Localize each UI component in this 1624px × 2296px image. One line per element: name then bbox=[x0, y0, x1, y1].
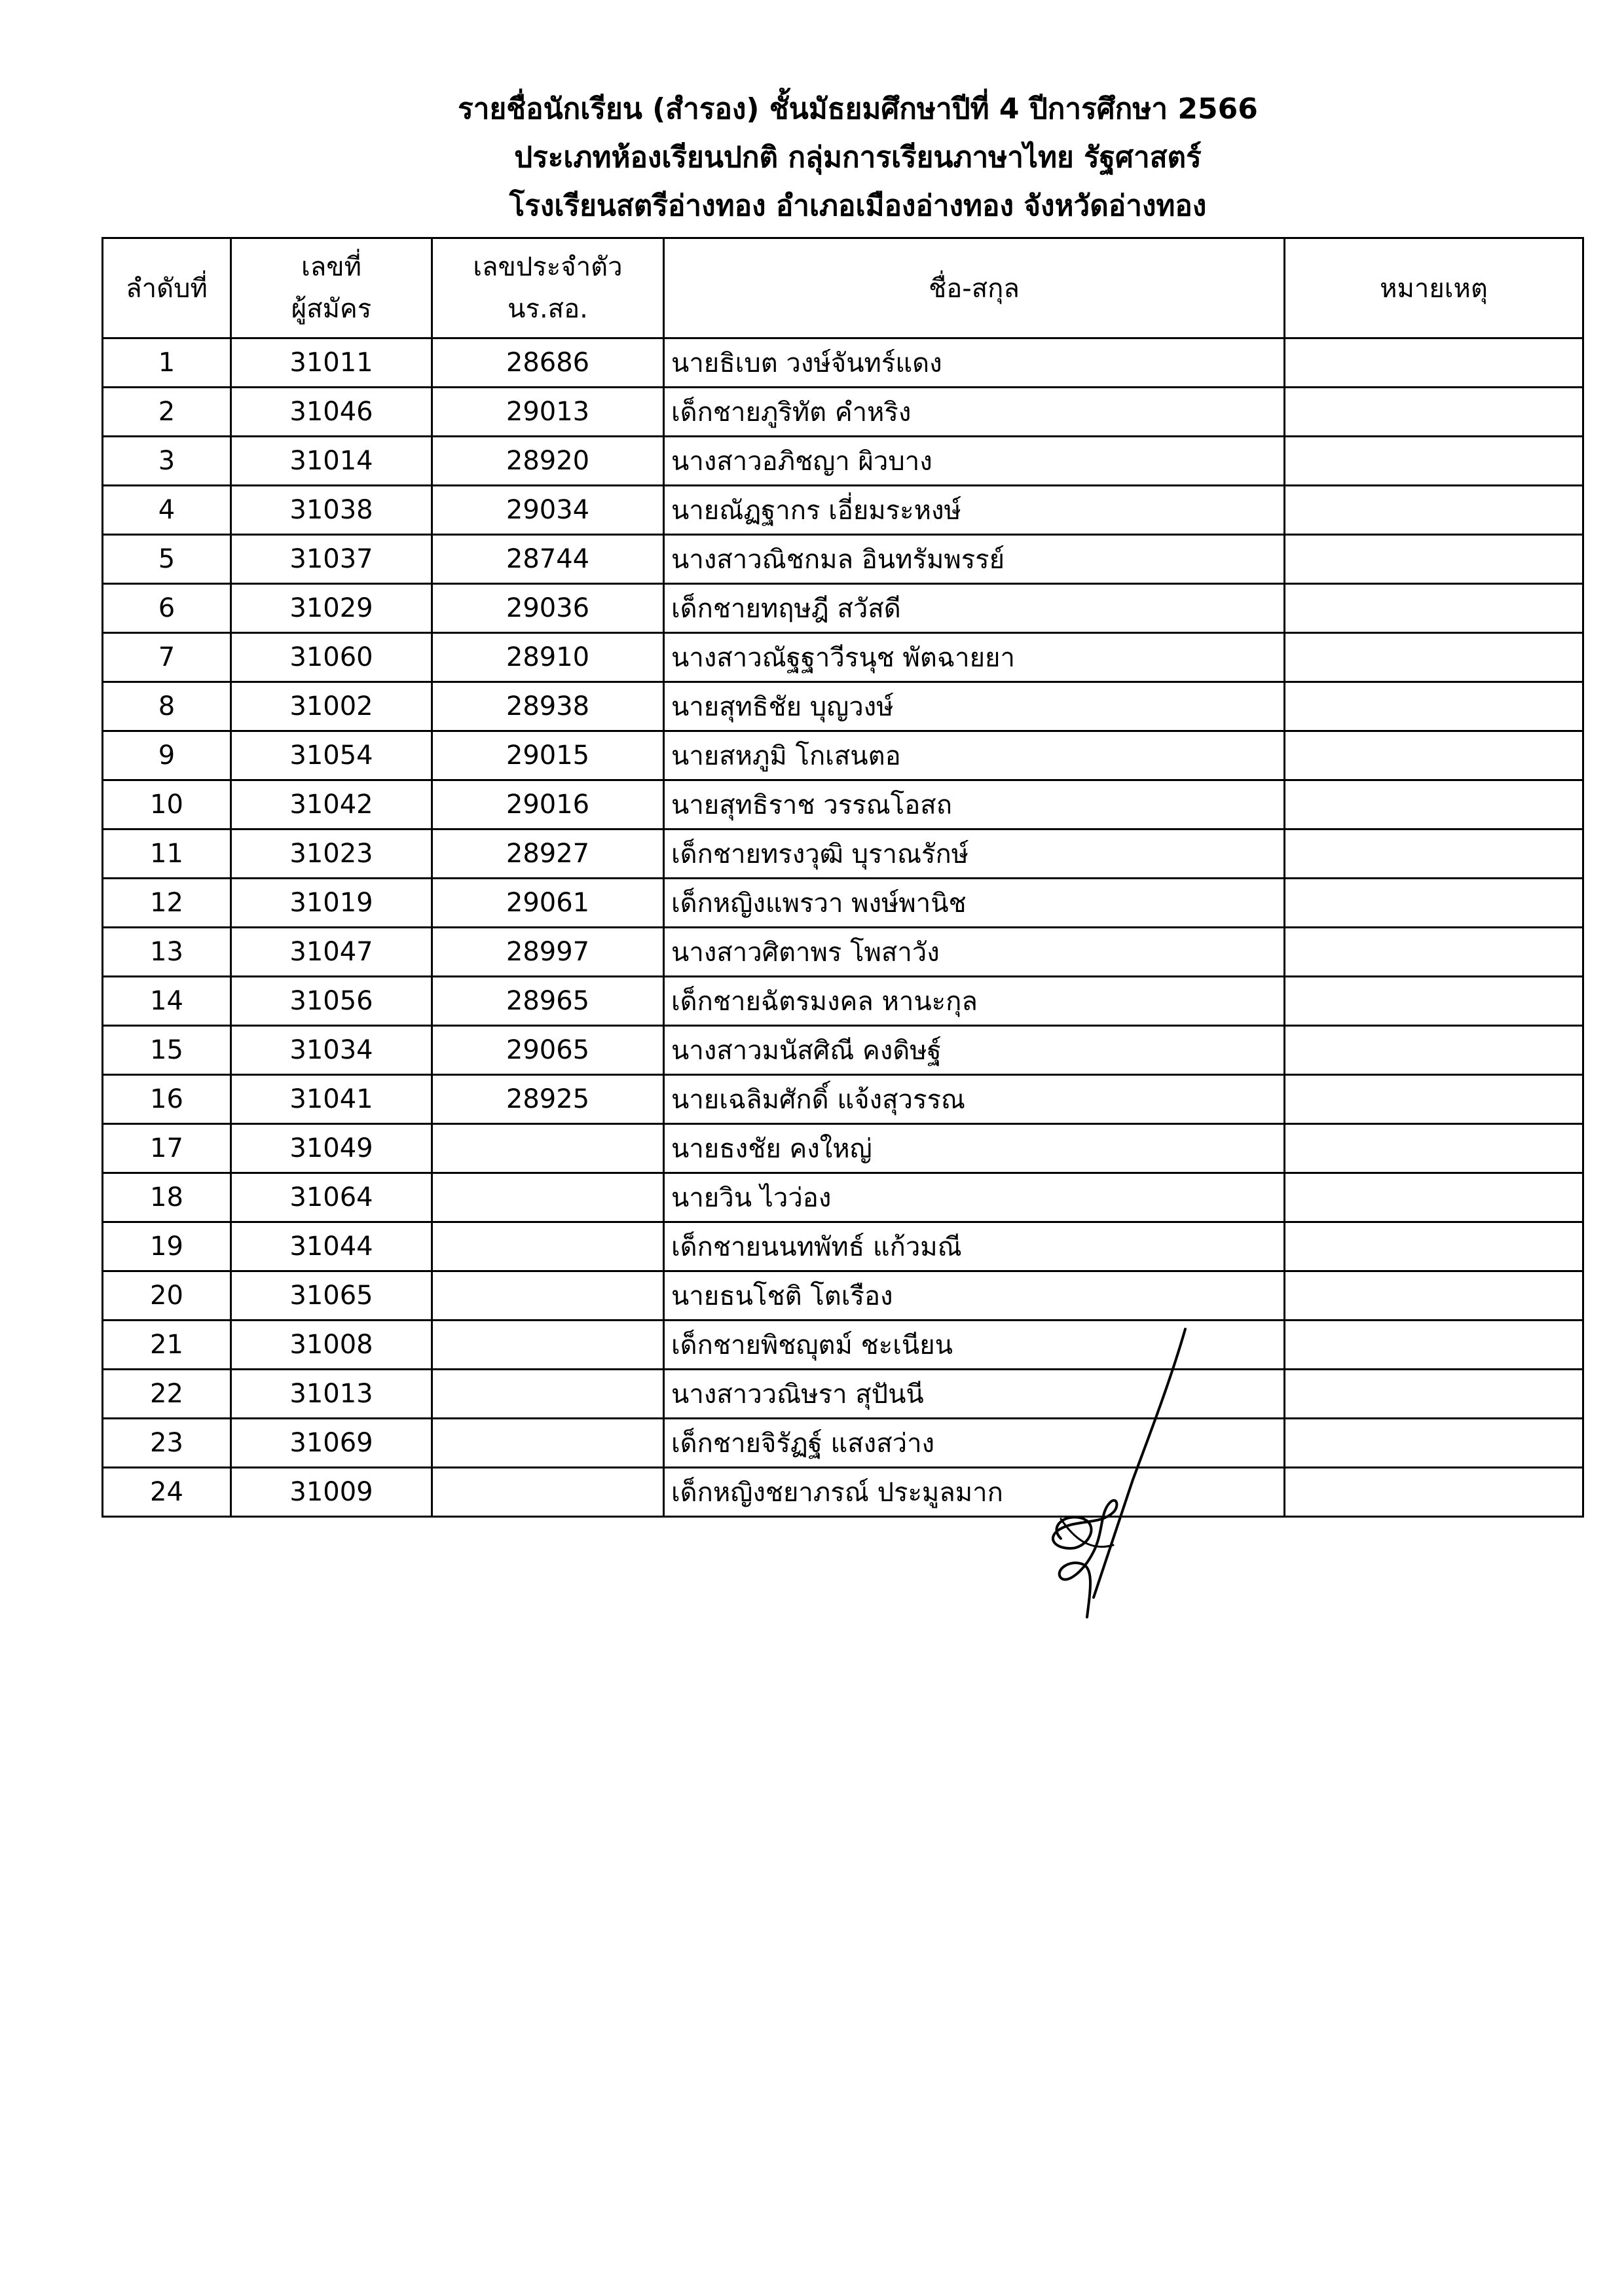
row-note bbox=[1285, 977, 1583, 1026]
row-index: 16 bbox=[103, 1075, 231, 1124]
row-student-id: 29036 bbox=[432, 584, 664, 633]
table-row bbox=[103, 1419, 1583, 1468]
row-name: เด็กชายทฤษฎี สวัสดี bbox=[664, 584, 1285, 633]
row-applicant-no: 31019 bbox=[231, 879, 432, 928]
row-applicant-no: 31009 bbox=[231, 1468, 432, 1517]
row-note bbox=[1285, 928, 1583, 977]
row-name: นางสาวมนัสศิณี คงดิษฐ์ bbox=[664, 1026, 1285, 1075]
table-row bbox=[103, 780, 1583, 829]
row-name: เด็กชายทรงวุฒิ บุราณรักษ์ bbox=[664, 829, 1285, 879]
row-student-id: 28744 bbox=[432, 535, 664, 584]
row-note bbox=[1285, 1075, 1583, 1124]
row-name: เด็กชายภูริทัต คำหริง bbox=[664, 388, 1285, 437]
row-note bbox=[1285, 1419, 1583, 1468]
table-body bbox=[103, 338, 1583, 1517]
row-index: 1 bbox=[103, 338, 231, 388]
row-student-id: 29061 bbox=[432, 879, 664, 928]
row-index: 15 bbox=[103, 1026, 231, 1075]
row-student-id bbox=[432, 1468, 664, 1517]
row-applicant-no: 31049 bbox=[231, 1124, 432, 1173]
row-applicant-no: 31069 bbox=[231, 1419, 432, 1468]
header-applicant-no-line1: เลขที่ bbox=[301, 252, 361, 282]
row-index: 13 bbox=[103, 928, 231, 977]
row-student-id: 29013 bbox=[432, 388, 664, 437]
row-note bbox=[1285, 682, 1583, 731]
row-name: เด็กชายฉัตรมงคล หานะกุล bbox=[664, 977, 1285, 1026]
row-applicant-no: 31041 bbox=[231, 1075, 432, 1124]
row-student-id: 28997 bbox=[432, 928, 664, 977]
header-student-id bbox=[432, 238, 664, 338]
row-note bbox=[1285, 388, 1583, 437]
table-row bbox=[103, 584, 1583, 633]
row-index: 9 bbox=[103, 731, 231, 780]
row-student-id bbox=[432, 1173, 664, 1222]
table-row bbox=[103, 977, 1583, 1026]
header-applicant-no bbox=[231, 238, 432, 338]
row-index: 24 bbox=[103, 1468, 231, 1517]
header-note: หมายเหตุ bbox=[1285, 238, 1583, 338]
row-name: นายวิน ไวว่อง bbox=[664, 1173, 1285, 1222]
header-student-id-line1: เลขประจำตัว bbox=[473, 252, 623, 282]
row-index: 21 bbox=[103, 1321, 231, 1370]
row-applicant-no: 31037 bbox=[231, 535, 432, 584]
table-header-row bbox=[103, 238, 1583, 338]
header-name: ชื่อ-สกุล bbox=[664, 238, 1285, 338]
row-note bbox=[1285, 486, 1583, 535]
row-applicant-no: 31042 bbox=[231, 780, 432, 829]
table-row bbox=[103, 1370, 1583, 1419]
row-applicant-no: 31056 bbox=[231, 977, 432, 1026]
row-name: นายเฉลิมศักดิ์ แจ้งสุวรรณ bbox=[664, 1075, 1285, 1124]
table-row bbox=[103, 731, 1583, 780]
row-applicant-no: 31002 bbox=[231, 682, 432, 731]
row-name: นางสาวณิชกมล อินทรัมพรรย์ bbox=[664, 535, 1285, 584]
row-student-id bbox=[432, 1370, 664, 1419]
row-student-id bbox=[432, 1222, 664, 1271]
table-row bbox=[103, 1468, 1583, 1517]
row-note bbox=[1285, 584, 1583, 633]
row-student-id: 29015 bbox=[432, 731, 664, 780]
table-row bbox=[103, 338, 1583, 388]
row-student-id: 28686 bbox=[432, 338, 664, 388]
row-student-id bbox=[432, 1321, 664, 1370]
row-student-id: 28965 bbox=[432, 977, 664, 1026]
row-applicant-no: 31029 bbox=[231, 584, 432, 633]
row-note bbox=[1285, 1370, 1583, 1419]
row-index: 10 bbox=[103, 780, 231, 829]
row-applicant-no: 31038 bbox=[231, 486, 432, 535]
row-name: นางสาวศิตาพร โพสาวัง bbox=[664, 928, 1285, 977]
row-note bbox=[1285, 731, 1583, 780]
table-row bbox=[103, 535, 1583, 584]
table-row bbox=[103, 1321, 1583, 1370]
row-applicant-no: 31013 bbox=[231, 1370, 432, 1419]
row-student-id: 28925 bbox=[432, 1075, 664, 1124]
row-student-id: 28927 bbox=[432, 829, 664, 879]
row-name: นางสาวอภิชญา ผิวบาง bbox=[664, 437, 1285, 486]
row-index: 11 bbox=[103, 829, 231, 879]
table-row bbox=[103, 633, 1583, 682]
row-student-id bbox=[432, 1271, 664, 1321]
row-index: 4 bbox=[103, 486, 231, 535]
row-applicant-no: 31044 bbox=[231, 1222, 432, 1271]
row-applicant-no: 31034 bbox=[231, 1026, 432, 1075]
row-note bbox=[1285, 1173, 1583, 1222]
row-index: 12 bbox=[103, 879, 231, 928]
table-row bbox=[103, 928, 1583, 977]
row-name: นายณัฏฐากร เอี่ยมระหงษ์ bbox=[664, 486, 1285, 535]
row-note bbox=[1285, 879, 1583, 928]
row-index: 14 bbox=[103, 977, 231, 1026]
row-applicant-no: 31054 bbox=[231, 731, 432, 780]
row-note bbox=[1285, 780, 1583, 829]
row-index: 20 bbox=[103, 1271, 231, 1321]
row-applicant-no: 31046 bbox=[231, 388, 432, 437]
row-name: นายสหภูมิ โกเสนตอ bbox=[664, 731, 1285, 780]
row-note bbox=[1285, 1321, 1583, 1370]
title-line-1: รายชื่อนักเรียน (สำรอง) ชั้นมัธยมศึกษาปีที่ 4 ปีการศึกษา 2566 bbox=[458, 92, 1258, 126]
table-row bbox=[103, 682, 1583, 731]
row-name: นางสาวณัฐฐาวีรนุช พัตฉายยา bbox=[664, 633, 1285, 682]
row-student-id: 28910 bbox=[432, 633, 664, 682]
row-index: 3 bbox=[103, 437, 231, 486]
table-row bbox=[103, 1026, 1583, 1075]
row-student-id: 29034 bbox=[432, 486, 664, 535]
row-student-id bbox=[432, 1124, 664, 1173]
header-student-id-line2: นร.สอ. bbox=[507, 294, 588, 324]
row-index: 5 bbox=[103, 535, 231, 584]
header-applicant-no-line2: ผู้สมัคร bbox=[291, 294, 372, 324]
row-index: 23 bbox=[103, 1419, 231, 1468]
table-row bbox=[103, 437, 1583, 486]
document-title bbox=[0, 85, 1624, 230]
row-index: 19 bbox=[103, 1222, 231, 1271]
row-note bbox=[1285, 338, 1583, 388]
row-index: 8 bbox=[103, 682, 231, 731]
row-note bbox=[1285, 535, 1583, 584]
table-row bbox=[103, 1124, 1583, 1173]
student-roster-table bbox=[101, 237, 1584, 1518]
row-note bbox=[1285, 1271, 1583, 1321]
row-applicant-no: 31008 bbox=[231, 1321, 432, 1370]
row-name: นายสุทธิชัย บุญวงษ์ bbox=[664, 682, 1285, 731]
table-row bbox=[103, 388, 1583, 437]
row-name: เด็กชายจิรัฏฐ์ แสงสว่าง bbox=[664, 1419, 1285, 1468]
row-name: เด็กหญิงแพรวา พงษ์พานิช bbox=[664, 879, 1285, 928]
row-index: 17 bbox=[103, 1124, 231, 1173]
row-note bbox=[1285, 437, 1583, 486]
row-note bbox=[1285, 829, 1583, 879]
table-row bbox=[103, 1271, 1583, 1321]
row-student-id: 29065 bbox=[432, 1026, 664, 1075]
row-student-id: 29016 bbox=[432, 780, 664, 829]
table-row bbox=[103, 829, 1583, 879]
row-applicant-no: 31060 bbox=[231, 633, 432, 682]
row-index: 2 bbox=[103, 388, 231, 437]
row-applicant-no: 31023 bbox=[231, 829, 432, 879]
title-line-3: โรงเรียนสตรีอ่างทอง อำเภอเมืองอ่างทอง จังหวัดอ่างทอง bbox=[509, 189, 1207, 223]
row-index: 6 bbox=[103, 584, 231, 633]
row-name: นายธงชัย คงใหญ่ bbox=[664, 1124, 1285, 1173]
row-applicant-no: 31064 bbox=[231, 1173, 432, 1222]
handwritten-signature-icon bbox=[1022, 1322, 1205, 1637]
row-name: เด็กชายพิชญุตม์ ชะเนียน bbox=[664, 1321, 1285, 1370]
row-name: นายธิเบต วงษ์จันทร์แดง bbox=[664, 338, 1285, 388]
row-applicant-no: 31014 bbox=[231, 437, 432, 486]
row-note bbox=[1285, 1222, 1583, 1271]
header-index: ลำดับที่ bbox=[103, 238, 231, 338]
row-note bbox=[1285, 1124, 1583, 1173]
row-student-id: 28938 bbox=[432, 682, 664, 731]
row-name: นายธนโชติ โตเรือง bbox=[664, 1271, 1285, 1321]
table-row bbox=[103, 486, 1583, 535]
row-name: เด็กชายนนทพัทธ์ แก้วมณี bbox=[664, 1222, 1285, 1271]
row-index: 18 bbox=[103, 1173, 231, 1222]
row-applicant-no: 31065 bbox=[231, 1271, 432, 1321]
row-index: 22 bbox=[103, 1370, 231, 1419]
table-row bbox=[103, 1222, 1583, 1271]
row-name: นางสาววณิษรา สุปันนี bbox=[664, 1370, 1285, 1419]
table-row bbox=[103, 879, 1583, 928]
row-note bbox=[1285, 633, 1583, 682]
table-row bbox=[103, 1075, 1583, 1124]
row-name: นายสุทธิราช วรรณโอสถ bbox=[664, 780, 1285, 829]
row-note bbox=[1285, 1468, 1583, 1517]
row-student-id: 28920 bbox=[432, 437, 664, 486]
row-applicant-no: 31011 bbox=[231, 338, 432, 388]
row-applicant-no: 31047 bbox=[231, 928, 432, 977]
title-line-2: ประเภทห้องเรียนปกติ กลุ่มการเรียนภาษาไทย รัฐศาสตร์ bbox=[514, 141, 1202, 174]
row-student-id bbox=[432, 1419, 664, 1468]
row-note bbox=[1285, 1026, 1583, 1075]
row-name: เด็กหญิงชยาภรณ์ ประมูลมาก bbox=[664, 1468, 1285, 1517]
row-index: 7 bbox=[103, 633, 231, 682]
table-row bbox=[103, 1173, 1583, 1222]
